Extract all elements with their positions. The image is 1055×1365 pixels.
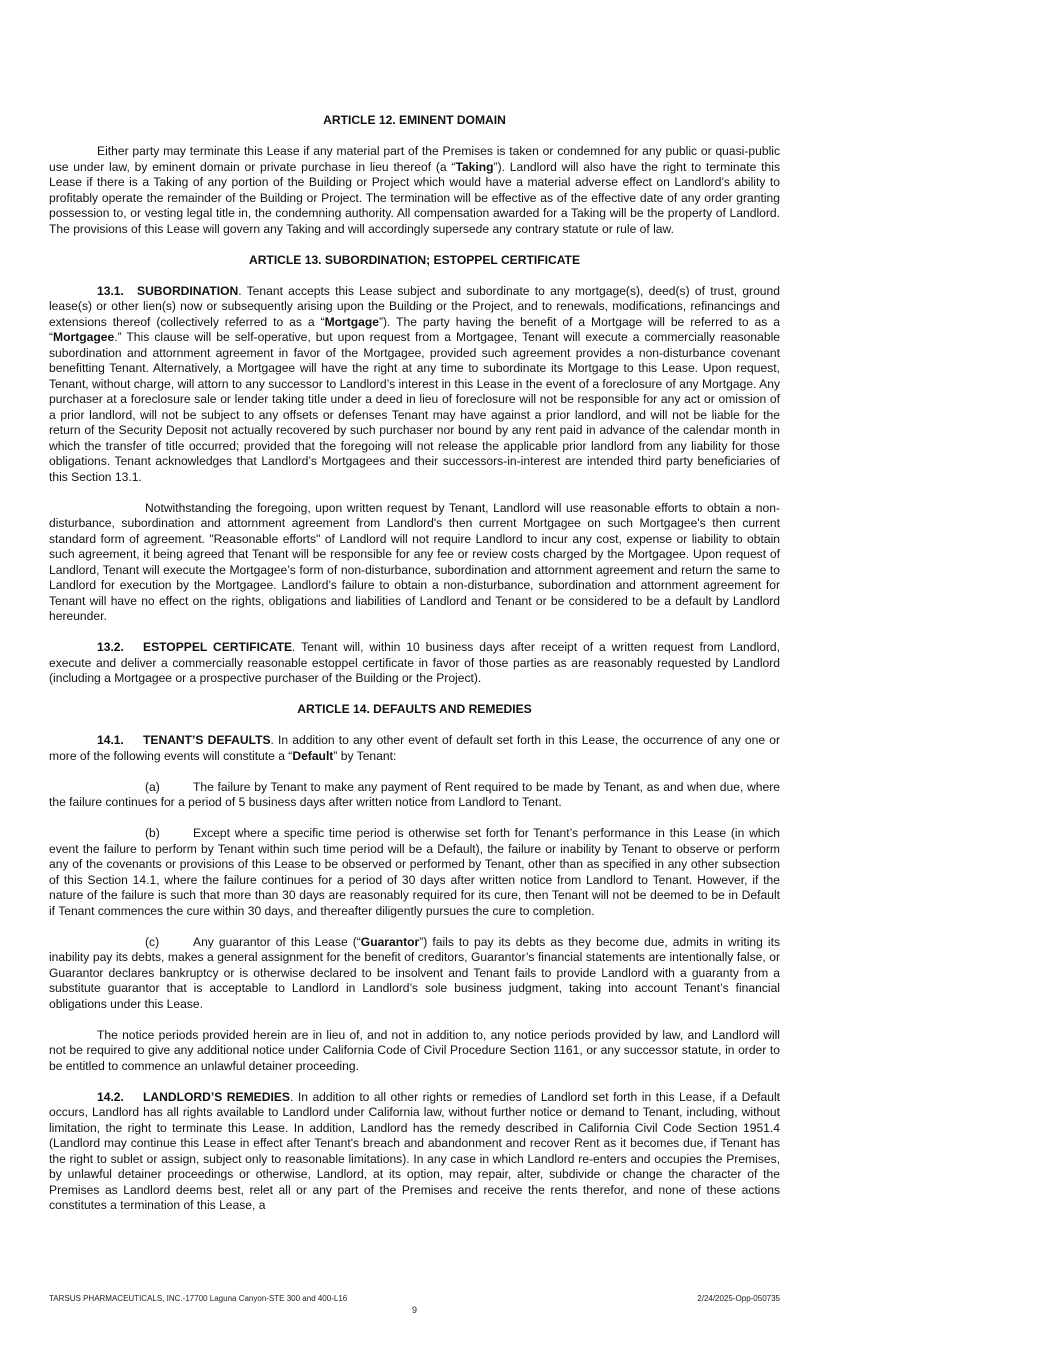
- section-14-1-paragraph: [49, 733, 780, 764]
- section-13-2-paragraph: [49, 640, 780, 687]
- section-title: TENANT’S DEFAULTS: [143, 733, 271, 747]
- article-13-heading: ARTICLE 13. SUBORDINATION; ESTOPPEL CERTIFICATE: [248, 252, 581, 267]
- section-13-1-notwithstanding-paragraph: Notwithstanding the foregoing, upon written request by Tenant, Landlord will use reasonable efforts to obtain a non-disturbance, subordination and attornment agreement from Landlord's then current Mortgagee on such Mortgagee's then current standard form of agreement. "Reasonable efforts" of Landlord will not require Landlord to incur any cost, expense or liability to obtain such agreement, it being agreed that Tenant will be responsible for any fee or review costs charged by the Mortgagee. Upon request of Landlord, Tenant will execute the Mortgagee’s form of non-disturbance, subordination and attornment agreement and return the same to Landlord for execution by the Mortgagee. Landlord's failure to obtain a non-disturbance, subordination and attornment agreement for Tenant will have no effect on the rights, obligations and liabilities of Landlord and Tenant or be considered to be a default by Landlord hereunder.: [49, 500, 780, 623]
- section-title: LANDLORD’S REMEDIES: [143, 1089, 290, 1104]
- subsection-c-paragraph: [49, 935, 780, 1013]
- section-13-1-paragraph: [49, 284, 780, 486]
- footer-date-code: 2/24/2025-Opp-050735: [697, 1294, 780, 1303]
- section-number: 13.2.: [97, 640, 124, 654]
- subsection-b-paragraph: [49, 826, 780, 919]
- text-run: . Tenant will, within 10 business days after receipt of a written request from Landlord, execute and deliver a commercially reasonable estoppel certificate in favor of those parties as are reasonably requested by Landlord (including a Mortgagee or a prospective purchaser of the Building or the Project).: [49, 640, 780, 685]
- section-title: SUBORDINATION: [137, 283, 239, 298]
- article-12-heading: ARTICLE 12. EMINENT DOMAIN: [323, 113, 506, 127]
- defined-term-taking: Taking: [455, 159, 494, 174]
- text-run: ”). The party having the benefit of a Mortgage will be referred to as a “: [49, 314, 780, 344]
- page-number: 9: [411, 1305, 417, 1315]
- notice-periods-paragraph: The notice periods provided herein are in lieu of, and not in addition to, any notice periods provided by law, and Landlord will not be required to give any additional notice under California Code of Civil Procedure Section 1161, or any successor statute, in order to be entitled to commence an unlawful detainer proceeding.: [49, 1027, 780, 1073]
- document-page: [49, 113, 780, 1229]
- defined-term-default: Default: [292, 748, 334, 763]
- defined-term-guarantor: Guarantor: [360, 934, 420, 949]
- subsection-label: (a): [145, 779, 160, 794]
- text-run: . In addition to all other rights or remedies of Landlord set forth in this Lease, if a Default occurs, Landlord has all rights available to Landlord under California law, without further notice or demand to Tenant, including, without limitation, the right to terminate this Lease. In addition, Landlord has the remedy described in California Civil Code Section 1951.4 (Landlord may continue this Lease in effect after Tenant's breach and abandonment and recover Rent as it becomes due, if Tenant has the right to sublet or assign, subject only to reasonable limitations). In any case in which Landlord re-enters and occupies the Premises, by unlawful detainer proceedings or otherwise, Landlord, at its option, may repair, alter, subdivide or change the character of the Premises as Landlord deems best, relet all or any part of the Premises and receive the rents therefor, and none of these actions constitutes a termination of this Lease, a: [49, 1089, 780, 1212]
- article-12-paragraph: [49, 144, 780, 237]
- footer-document-id: TARSUS PHARMACEUTICALS, INC.-17700 Laguna Canyon-STE 300 and 400-L16: [49, 1294, 348, 1303]
- text-run: The failure by Tenant to make any payment of Rent required to be made by Tenant, as and when due, where the failure continues for a period of 5 business days after written notice from Landlord to Tenant.: [49, 779, 780, 809]
- section-number: 14.1.: [97, 733, 124, 747]
- text-run: . Tenant accepts this Lease subject and subordinate to any mortgage(s), deed(s) of trust, ground lease(s) or other lien(s) now or subsequently arising upon the Building or the Project, and to renewals, modifications, refinancings and extensions thereof (collectively referred to as a “: [49, 283, 780, 329]
- text-run: .” This clause will be self-operative, but upon request from a Mortgagee, Tenant will execute a commercially reasonable subordination and attornment agreement in favor of the Mortgagee, provided such agreement provides a non-disturbance covenant benefitting Tenant. Alternatively, a Mortgagee will have the right at any time to subordinate its Mortgage to this Lease. Upon request, Tenant, without charge, will attorn to any successor to Landlord’s interest in this Lease in the event of a foreclosure of any Mortgage. Any purchaser at a foreclosure sale or lender taking title under a deed in lieu of foreclosure will not be responsible for any act or omission of a prior landlord, will not be subject to any offsets or defenses Tenant may have against a prior landlord, and will not be liable for the return of the Security Deposit not actually recovered by such purchaser nor bound by any rent paid in advance of the calendar month in which the transfer of title occurred; provided that the foregoing will not release the applicable prior landlord from any liability for those obligations. Tenant acknowledges that Landlord’s Mortgagees and their successors-in-interest are intended third party beneficiaries of this Section 13.1.: [49, 330, 780, 484]
- text-run: ”) fails to pay its debts as they become due, admits in writing its inability pay its debts, makes a general assignment for the benefit of creditors, Guarantor’s financial statements are intentionally false, or Guarantor declares bankruptcy or is otherwise declared to be insolvent and Tenant fails to provide Landlord with a guaranty from a substitute guarantor that is acceptable to Landlord in Landlord’s sole business judgment, taking into account Tenant’s financial obligations under this Lease.: [49, 934, 780, 1011]
- defined-term-mortgagee: Mortgagee: [53, 330, 115, 344]
- section-number: 14.2.: [97, 1089, 124, 1104]
- text-run: . In addition to any other event of default set forth in this Lease, the occurrence of any one or more of the following events will constitute a “: [49, 733, 780, 763]
- text-run: Except where a specific time period is otherwise set forth for Tenant’s performance in this Lease (in which event the failure to perform by Tenant within such time period will be a Default), the failure or inability by Tenant to observe or perform any of the covenants or provisions of this Lease to be observed or performed by Tenant, other than as specified in any other subsection of this Section 14.1, where the failure continues for a period of 30 days after written notice from Landlord to Tenant. However, if the nature of the failure is such that more than 30 days are reasonably required for its cure, then Tenant will not be deemed to be in Default if Tenant commences the cure within 30 days, and thereafter diligently pursues the cure to completion.: [49, 826, 780, 918]
- text-run: Either party may terminate this Lease if any material part of the Premises is taken or condemned for any public or quasi-public use under law, by eminent domain or private purchase in lieu thereof (a “: [49, 144, 780, 174]
- section-title: ESTOPPEL CERTIFICATE: [143, 640, 293, 654]
- article-14-heading: ARTICLE 14. DEFAULTS AND REMEDIES: [297, 702, 532, 716]
- text-run: ”). Landlord will also have the right to terminate this Lease if there is a Taking of any portion of the Building or Project which would have a material adverse effect on Landlord’s ability to profitably operate the remainder of the Building or Project. The termination will be effective as of the effective date of any order granting possession to, or vesting legal title in, the condemning authority. All compensation awarded for a Taking will be the property of Landlord. The provisions of this Lease will govern any Taking and will accordingly supersede any contrary statute or rule of law.: [49, 159, 780, 236]
- text-run: Any guarantor of this Lease (“: [193, 934, 361, 949]
- subsection-label: (c): [145, 934, 160, 949]
- section-14-2-paragraph: [49, 1090, 780, 1214]
- subsection-a-paragraph: [49, 780, 780, 811]
- subsection-label: (b): [145, 826, 160, 840]
- text-run: ” by Tenant:: [333, 748, 397, 763]
- section-number: 13.1.: [97, 283, 124, 298]
- defined-term-mortgage: Mortgage: [324, 314, 379, 329]
